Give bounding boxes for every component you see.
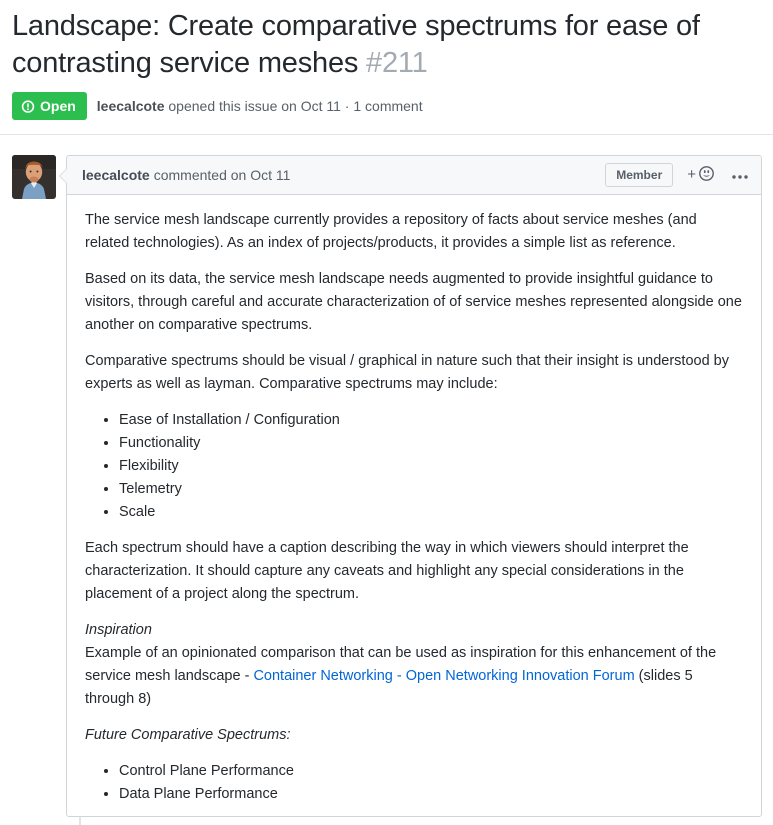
issue-opened-text: opened this issue on Oct 11 · 1 comment [168,98,423,114]
inspiration-heading: Inspiration [85,622,152,638]
comment-body [67,195,761,816]
list-item: • Scale [119,501,743,524]
future-heading: Future Comparative Spectrums: [85,727,291,743]
kebab-menu-button[interactable] [729,166,751,185]
list-item: • Functionality [119,432,743,455]
kebab-horizontal-icon [731,168,749,183]
inspiration-link[interactable]: Container Networking - Open Networking Innovation Forum [253,668,635,684]
comment-paragraph: Each spectrum should have a caption describing the way in which viewers should interpret the characterization. It should capture any caveats and highlight any special considerations in the placement of a project along the spectrum. [85,540,689,602]
list-item: • Flexibility [119,455,743,478]
list-item: • Ease of Installation / Configuration [119,409,743,432]
comment-action-text: commented on Oct 11 [153,167,291,183]
list-item: • Control Plane Performance [119,760,743,783]
smiley-icon [698,165,715,186]
issue-author-link[interactable]: leecalcote [96,98,165,114]
comment-author-link[interactable]: leecalcote [82,167,150,183]
spectrum-list [85,409,743,524]
list-item: • Telemetry [119,478,743,501]
timeline-connector-line [79,817,81,825]
header-divider [0,134,773,135]
future-heading-paragraph [85,724,743,747]
member-badge: Member [605,163,673,187]
issue-number: #211 [366,47,428,79]
issue-meta-text [97,98,423,114]
issue-opened-icon [21,98,35,114]
comment-header [67,156,761,195]
comment-paragraph: Comparative spectrums should be visual / graphical in nature such that their insight is understood by experts as well as layman. Comparative spectrums may include: [85,353,729,392]
plus-icon: + [687,166,696,183]
issue-state-badge [12,92,87,120]
issue-title [12,8,762,82]
discussion-timeline [0,155,773,825]
inspiration-paragraph [85,619,743,711]
comment-card [66,155,762,817]
issue-meta-row [12,92,762,134]
inspiration-text-after-link: (slides 5 through 8) [85,668,693,707]
comment-paragraph: Based on its data, the service mesh landscape needs augmented to provide insightful guidance to visitors, through careful and accurate characterization of of service meshes represented alongside one another on comparative spectrums. [85,271,742,333]
list-item: • Data Plane Performance [119,783,743,806]
comment-paragraph: The service mesh landscape currently provides a repository of facts about service meshes (and related technologies). As an index of projects/products, it provides a simple list as reference. [85,212,697,251]
issue-header [0,0,773,134]
issue-state-label: Open [40,98,76,114]
future-list [85,760,743,806]
avatar[interactable] [12,155,56,199]
issue-title-text: Landscape: Create comparative spectrums for ease of contrasting service meshes [12,10,700,79]
inspiration-text-before-link: Example of an opinionated comparison that can be used as inspiration for this enhancement of the service mesh landscape - [85,645,717,684]
comment-header-actions [605,163,751,187]
add-reaction-button[interactable] [687,165,715,186]
